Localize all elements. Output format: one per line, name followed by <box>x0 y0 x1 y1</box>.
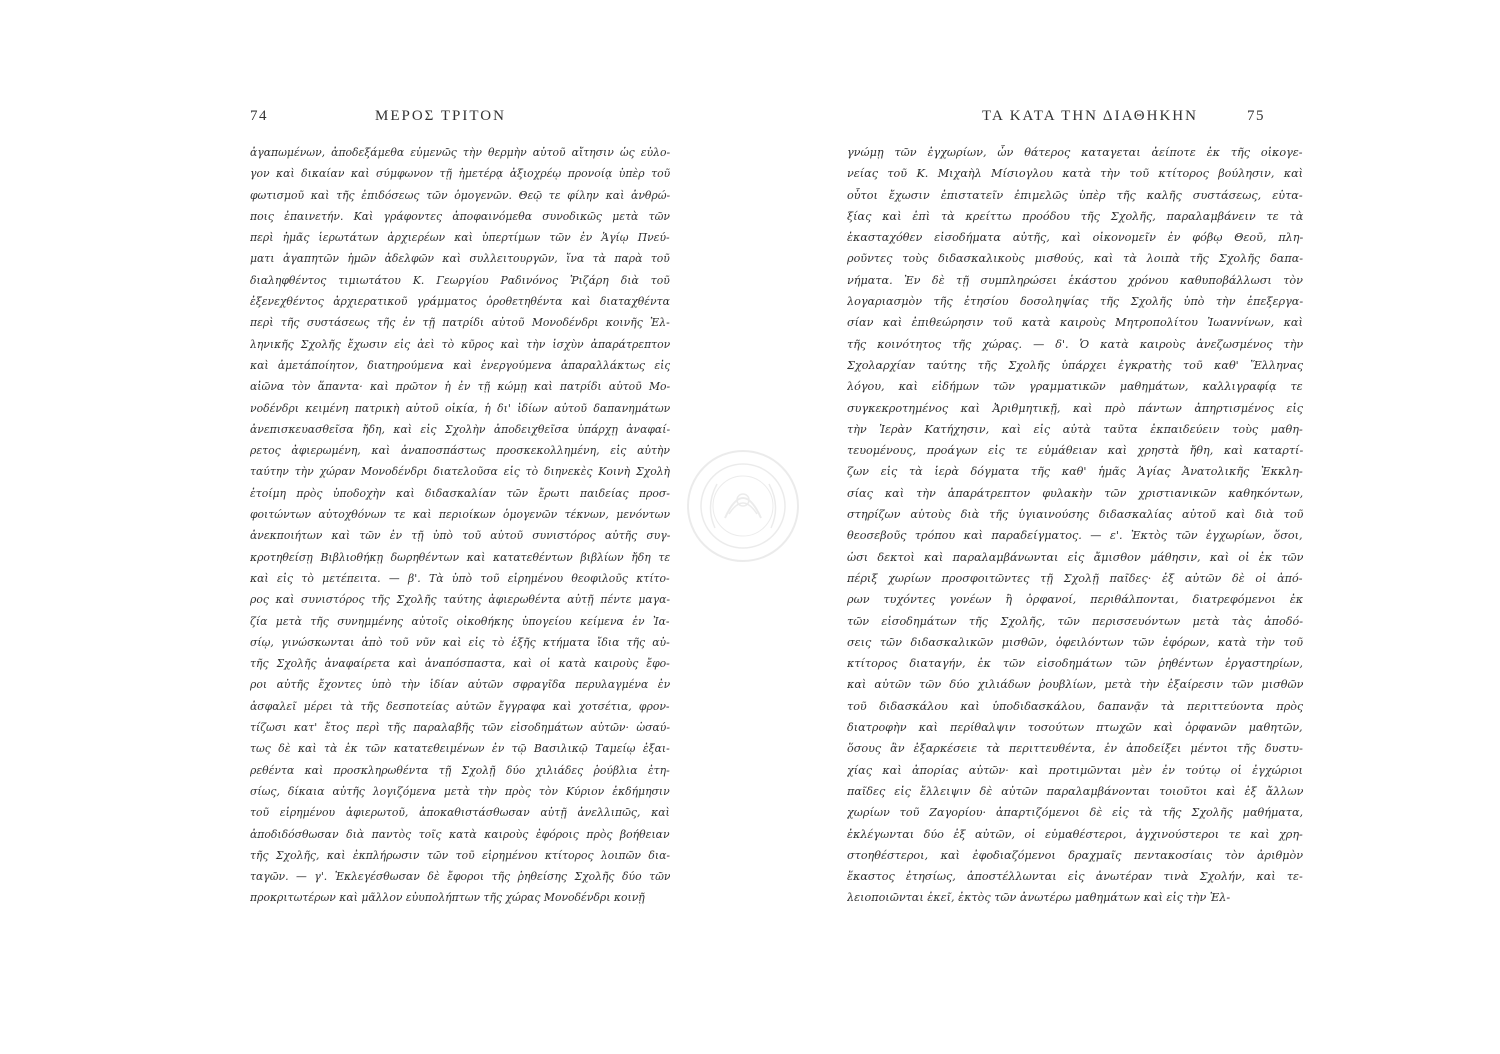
text-line: ἀγαπωμένων, ἀποδεξάμεθα εὐμενῶς τὴν θερμὴν αὐτοῦ αἴτησιν ὡς εὐλο- <box>250 146 670 159</box>
text-line: τευομένους, προάγων εἰς τε εὐμάθειαν καὶ χρηστὰ ἤθη, καὶ καταρτί- <box>847 444 1303 458</box>
text-line: νήματα. Ἐν δὲ τῇ συμπληρώσει ἑκάστου χρόνου καθυποβάλλωσι τὸν <box>847 273 1303 287</box>
text-line: λόγου, καὶ εἰδήμων τῶν γραμματικῶν μαθημάτων, καλλιγραφίᾳ τε <box>847 380 1303 394</box>
text-line: τως δὲ καὶ τὰ ἐκ τῶν κατατεθειμένων ἐν τῷ Βασιλικῷ Ταμείῳ ἐξαι- <box>250 742 670 756</box>
text-line: πέριξ χωρίων προσφοιτῶντες τῇ Σχολῇ παῖδες· ἐξ αὐτῶν δὲ οἱ ἀπό- <box>847 571 1303 585</box>
text-line: τίζωσι κατ' ἔτος περὶ τῆς παραλαβῆς τῶν εἰσοδημάτων αὐτῶν· ὡσαύ- <box>250 721 670 735</box>
text-line: νείας τοῦ Κ. Μιχαὴλ Μίσιογλου κατὰ τὴν τοῦ κτίτορος βούλησιν, καὶ <box>847 167 1303 181</box>
text-line: ἑκασταχόθεν εἰσοδήματα αὐτῆς, καὶ οἰκονομεῖν ἐν φόβῳ Θεοῦ, πλη- <box>847 231 1303 245</box>
text-line: ρετος ἀφιερωμένη, καὶ ἀναποσπάστως προσκεκολλημένη, εἰς αὐτὴν <box>250 444 670 458</box>
text-line: διατροφὴν καὶ περίθαλψιν τοσούτων πτωχῶν καὶ ὀρφανῶν μαθητῶν, <box>847 721 1303 735</box>
left-page-number: 74 <box>250 108 268 124</box>
text-line: ταγῶν. — γ'. Ἐκλεγέσθωσαν δὲ ἔφοροι τῆς ῥηθείσης Σχολῆς δύο τῶν <box>250 870 670 884</box>
text-line: ἀσφαλεῖ μέρει τὰ τῆς δεσποτείας αὐτῶν ἔγγραφα καὶ χοτσέτια, φρον- <box>250 699 670 713</box>
text-line: ἐκλέγωνται δύο ἐξ αὐτῶν, οἱ εὐμαθέστεροι, ἀγχινούστεροι τε καὶ χρη- <box>847 827 1303 841</box>
text-line: νοδένδρι κειμένη πατρικὴ αὐτοῦ οἰκία, ἡ δι' ἰδίων αὐτοῦ δαπανημάτων <box>250 401 670 415</box>
text-line: ἑτοίμη πρὸς ὑποδοχὴν καὶ διδασκαλίαν τῶν ἔρωτι παιδείας προσ- <box>250 486 670 500</box>
text-line: τῆς Σχολῆς, καὶ ἐκπλήρωσιν τῶν τοῦ εἰρημένου κτίτορος λοιπῶν δια- <box>250 848 670 862</box>
text-line: ἀνεκποιήτων καὶ τῶν ἐν τῇ ὑπὸ τοῦ αὐτοῦ συνιστόρος αὐτῆς συγ- <box>250 529 670 543</box>
right-running-title: ΤΑ ΚΑΤΑ ΤΗΝ ΔΙΑΘΗΚΗΝ <box>982 108 1198 124</box>
text-line: ὡσι δεκτοὶ καὶ παραλαμβάνωνται εἰς ἄμισθον μάθησιν, καὶ οἱ ἐκ τῶν <box>847 550 1303 564</box>
text-line: ρος καὶ συνιστόρος τῆς Σχολῆς ταύτης ἀφιερωθέντα αὐτῇ πέντε μαγα- <box>250 593 670 607</box>
text-line: προκριτωτέρων καὶ μᾶλλον εὐυπολήπτων τῆς χώρας Μονοδένδρι κοινῇ <box>250 891 645 905</box>
text-line: γνώμῃ τῶν ἐγχωρίων, ὧν θάτερος καταγεται ἀείποτε ἐκ τῆς οἰκογε- <box>847 146 1303 159</box>
text-line: ζία μετὰ τῆς συνημμένης αὐτοῖς οἰκοθήκης ὑπογείου κείμενα ἐν Ἰα- <box>250 614 670 628</box>
left-text-block <box>250 142 670 909</box>
text-line: ἐξενεχθέντος ἀρχιερατικοῦ γράμματος ὁροθετηθέντα καὶ διαταχθέντα <box>250 295 670 309</box>
text-line: περὶ ἡμᾶς ἱερωτάτων ἀρχιερέων καὶ ὑπερτίμων τῶν ἐν Ἁγίῳ Πνεύ- <box>250 231 670 245</box>
text-line: χωρίων τοῦ Ζαγορίου· ἀπαρτιζόμενοι δὲ εἰς τὰ τῆς Σχολῆς μαθήματα, <box>847 806 1303 820</box>
text-line: καὶ ἀμετάποίητον, διατηρούμενα καὶ ἐνεργούμενα ἀπαραλλάκτως εἰς <box>250 358 670 372</box>
text-line: κτίτορος διαταγήν, ἐκ τῶν εἰσοδημάτων τῶν ῥηθέντων ἐργαστηρίων, <box>847 657 1303 671</box>
text-line: ἀποδιδόσθωσαν διὰ παντὸς τοῖς κατὰ καιροὺς ἐφόροις πρὸς βοήθειαν <box>250 827 670 841</box>
text-line: ληνικῆς Σχολῆς ἔχωσιν εἰς ἀεὶ τὸ κῦρος καὶ τὴν ἰσχὺν ἀπαράτρεπτον <box>250 337 670 351</box>
text-line: τοῦ εἰρημένου ἀφιερωτοῦ, ἀποκαθιστάσθωσαν αὐτῇ ἀνελλιπῶς, καὶ <box>250 806 670 820</box>
text-line: ποις ἐπαινετήν. Καὶ γράφοντες ἀποφαινόμεθα συνοδικῶς μετὰ τῶν <box>250 209 670 223</box>
text-line: ρων τυχόντες γονέων ἢ ὀρφανοί, περιθάλπονται, διατρεφόμενοι ἐκ <box>847 593 1303 607</box>
text-line: σίῳ, γινώσκωνται ἀπὸ τοῦ νῦν καὶ εἰς τὸ ἑξῆς κτήματα ἴδια τῆς αὐ- <box>250 635 670 649</box>
text-line: γον καὶ δικαίαν καὶ σύμφωνον τῇ ἡμετέρᾳ ἀξιοχρέῳ προνοίᾳ ὑπὲρ τοῦ <box>250 167 670 181</box>
text-line: τῶν εἰσοδημάτων τῆς Σχολῆς, τῶν περισσευόντων μετὰ τὰς ἀποδό- <box>847 614 1303 628</box>
text-line: διαληφθέντος τιμιωτάτου Κ. Γεωργίου Ραδινόνος Ῥιζάρη διὰ τοῦ <box>250 273 670 287</box>
text-line: ταύτην τὴν χώραν Μονοδένδρι διατελοῦσα εἰς τὸ διηνεκὲς Κοινὴ Σχολὴ <box>250 465 670 479</box>
text-line: ροι αὐτῆς ἔχοντες ὑπὸ τὴν ἰδίαν αὐτῶν σφραγῖδα περυλαγμένα ἐν <box>250 678 670 692</box>
text-line: λογαριασμὸν τῆς ἐτησίου δοσοληψίας τῆς Σχολῆς ὑπὸ τὴν ἐπεξεργα- <box>847 295 1303 309</box>
text-line: τοῦ διδασκάλου καὶ ὑποδιδασκάλου, δαπανᾷν τὰ περιττεύοντα πρὸς <box>847 699 1303 713</box>
text-line: λειοποιῶνται ἐκεῖ, ἐκτὸς τῶν ἀνωτέρω μαθημάτων καὶ εἰς τὴν Ἑλ- <box>847 891 1231 905</box>
text-line: καὶ αὐτῶν τῶν δύο χιλιάδων ῥουβλίων, μετὰ τὴν ἐξαίρεσιν τῶν μισθῶν <box>847 678 1303 692</box>
right-text-block <box>847 142 1303 909</box>
text-line: συγκεκροτημένος καὶ Ἀριθμητικῇ, καὶ πρὸ πάντων ἀπηρτισμένος εἰς <box>847 401 1303 415</box>
text-line: τὴν Ἱερὰν Κατήχησιν, καὶ εἰς αὐτὰ ταῦτα ἐκπαιδεύειν τοὺς μαθη- <box>847 422 1303 436</box>
text-line: ροῦντες τοὺς διδασκαλικοὺς μισθούς, καὶ τὰ λοιπὰ τῆς Σχολῆς δαπα- <box>847 252 1303 266</box>
right-page <box>750 0 1500 1054</box>
text-line: περὶ τῆς συστάσεως τῆς ἐν τῇ πατρίδι αὐτοῦ Μονοδένδρι κοινῆς Ἑλ- <box>250 316 670 330</box>
text-line: σεις τῶν διδασκαλικῶν μισθῶν, ὀφειλόντων τῶν ἐφόρων, κατὰ τὴν τοῦ <box>847 635 1303 649</box>
text-line: Σχολαρχίαν ταύτης τῆς Σχολῆς ὑπάρχει ἐγκρατὴς τοῦ καθ' Ἕλληνας <box>847 358 1303 372</box>
text-line: ζων εἰς τὰ ἱερὰ δόγματα τῆς καθ' ἡμᾶς Ἁγίας Ἀνατολικῆς Ἐκκλη- <box>847 465 1303 479</box>
text-line: αἰῶνα τὸν ἅπαντα· καὶ πρῶτον ἡ ἐν τῇ κώμῃ καὶ πατρίδι αὐτοῦ Μο- <box>250 380 670 394</box>
text-line: ἀνεπισκευασθεῖσα ἤδη, καὶ εἰς Σχολὴν ἀποδειχθεῖσα ὑπάρχῃ ἀναφαί- <box>250 422 670 436</box>
text-line: τῆς Σχολῆς ἀναφαίρετα καὶ ἀναπόσπαστα, καὶ οἱ κατὰ καιροὺς ἔφο- <box>250 657 670 671</box>
text-line: ἕκαστος ἐτησίως, ἀποστέλλωνται εἰς ἀνωτέραν τινὰ Σχολήν, καὶ τε- <box>847 870 1303 884</box>
text-line: οὗτοι ἔχωσιν ἐπιστατεῖν ἐπιμελῶς ὑπὲρ τῆς καλῆς συστάσεως, εὐτα- <box>847 188 1303 202</box>
text-line: τῆς κοινότητος τῆς χώρας. — δ'. Ὁ κατὰ καιροὺς ἀνεζωσμένος τὴν <box>847 337 1303 351</box>
text-line: στηρίζων αὐτοὺς διὰ τῆς ὑγιαινούσης διδασκαλίας αὐτοῦ καὶ διὰ τοῦ <box>847 508 1303 522</box>
text-line: ρεθέντα καὶ προσκληρωθέντα τῇ Σχολῇ δύο χιλιάδες ῥούβλια ἐτη- <box>250 763 670 777</box>
text-line: παῖδες εἰς ἔλλειψιν δὲ αὐτῶν παραλαμβάνονται τοιοῦτοι καὶ ἐξ ἄλλων <box>847 784 1303 798</box>
text-line: σίαν καὶ ἐπιθεώρησιν τοῦ κατὰ καιροὺς Μητροπολίτου Ἰωαννίνων, καὶ <box>847 316 1303 330</box>
text-line: στοηθέστεροι, καὶ ἐφοδιαζόμενοι δραχμαῖς πεντακοσίαις τὸν ἀριθμὸν <box>847 848 1303 862</box>
text-line: χίας καὶ ἀπορίας αὐτῶν· καὶ προτιμῶνται μὲν ἐν τούτῳ οἱ ἐγχώριοι <box>847 763 1303 777</box>
text-line: ματι ἀγαπητῶν ἡμῶν ἀδελφῶν καὶ συλλειτουργῶν, ἵνα τὰ παρὰ τοῦ <box>250 252 670 266</box>
text-line: κροτηθείσῃ Βιβλιοθήκῃ δωρηθέντων καὶ κατατεθέντων βιβλίων ἤδη τε <box>250 550 670 564</box>
text-line: φωτισμοῦ καὶ τῆς ἐπιδόσεως τῶν ὁμογενῶν. Θεῷ τε φίλην καὶ ἀνθρώ- <box>250 188 670 202</box>
text-line: θεοσεβοῦς τρόπου καὶ παραδείγματος. — ε'. Ἐκτὸς τῶν ἐγχωρίων, ὅσοι, <box>847 529 1303 543</box>
text-line: φοιτώντων αὐτοχθόνων τε καὶ περιοίκων ὁμογενῶν τέκνων, μενόντων <box>250 508 670 522</box>
library-seal-icon <box>685 448 801 564</box>
text-line: ὅσους ἂν ἐξαρκέσειε τὰ περιττευθέντα, ἐν ἀποδείξει μέντοι τῆς δυστυ- <box>847 742 1303 756</box>
text-line: ξίας καὶ ἐπὶ τὰ κρείττω προόδου τῆς Σχολῆς, παραλαμβάνειν τε τὰ <box>847 209 1303 223</box>
right-page-number: 75 <box>1247 108 1265 124</box>
text-line: σίας καὶ τὴν ἀπαράτρεπτον φυλακὴν τῶν χριστιανικῶν καθηκόντων, <box>847 486 1303 500</box>
text-line: καὶ εἰς τὸ μετέπειτα. — β'. Τὰ ὑπὸ τοῦ εἰρημένου θεοφιλοῦς κτίτο- <box>250 571 670 585</box>
text-line: σίως, δίκαια αὐτῆς λογιζόμενα μετὰ τὴν πρὸς τὸν Κύριον ἐκδήμησιν <box>250 784 670 798</box>
left-running-title: ΜΕΡΟΣ ΤΡΙΤΟΝ <box>375 108 506 124</box>
